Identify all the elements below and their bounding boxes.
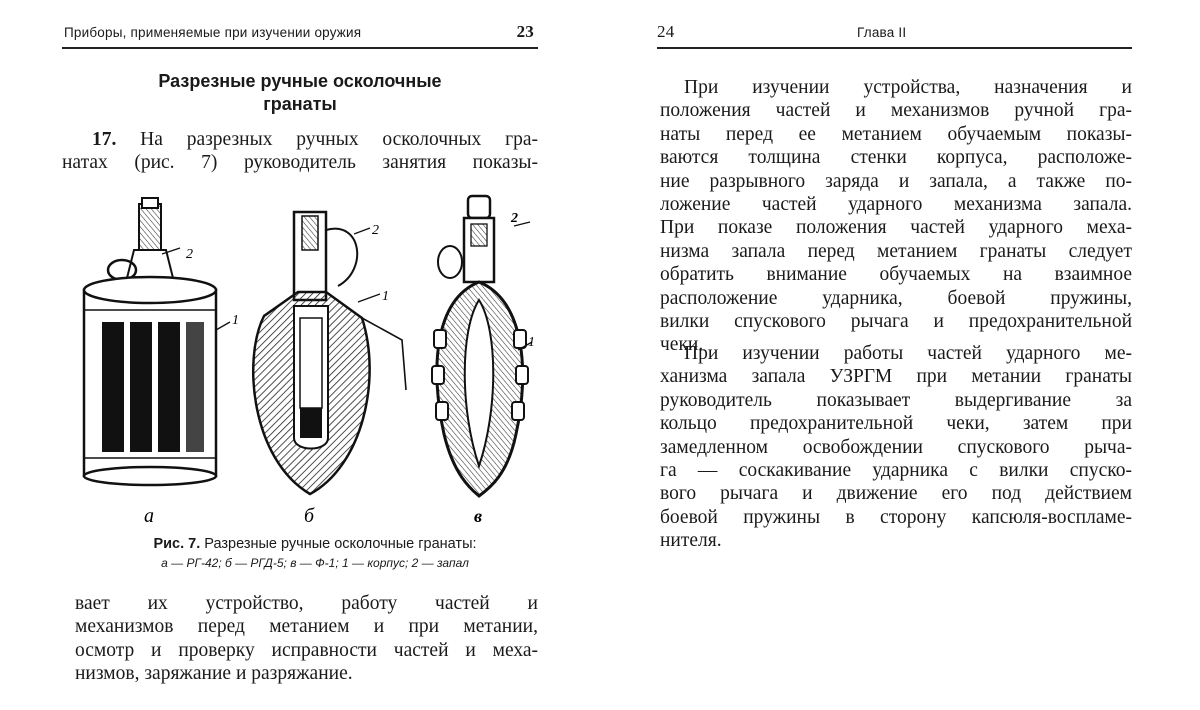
callout-1-a: 1	[232, 313, 239, 328]
left-paragraph-1	[62, 128, 538, 175]
grenades-cutaway-illustration	[62, 190, 538, 530]
panel-label-b: б	[304, 505, 315, 527]
callout-1-c: 1	[528, 335, 535, 350]
figure-caption	[105, 534, 525, 572]
text-line: обратить внимание обучаемых на взаимное	[660, 264, 1132, 286]
text-line: ваются толщина стенки корпуса, расположе-	[660, 147, 1132, 169]
left-paragraph-2	[75, 592, 538, 686]
left-running-head	[64, 22, 536, 44]
panel-label-c: в	[474, 506, 483, 526]
caption-title	[105, 534, 525, 554]
left-header-rule	[62, 47, 538, 49]
caption-label: Рис. 7.	[153, 536, 201, 552]
text-line: механизмов перед метанием и при метании,	[75, 616, 538, 638]
left-running-head-title: Приборы, применяемые при изучении оружия	[64, 25, 362, 40]
callout-2-a: 2	[186, 247, 193, 262]
text-line: низмов, заряжание и разряжание.	[75, 663, 353, 685]
text-line-content: При изучении работы частей ударного ме-	[684, 343, 1132, 364]
paragraph-number: 17.	[92, 129, 117, 150]
text-line: нителя.	[660, 530, 722, 552]
text-line: осмотр и проверку исправности частей и меха-	[75, 639, 538, 661]
right-page-number: 24	[657, 22, 675, 41]
caption-legend: а — РГ-42; б — РГД-5; в — Ф-1; 1 — корпус; 2 — запал	[161, 556, 469, 570]
text-line: га — соскакивание ударника с вилки спуско-	[660, 460, 1132, 482]
text-line: натах (рис. 7) руководитель занятия показы-	[62, 152, 538, 174]
text-line: наты перед ее метанием обучаемым показы-	[660, 123, 1132, 145]
text-line-rest: На разрезных ручных осколочных гра-	[140, 129, 538, 150]
text-line: кольцо предохранительной чеки, затем при	[660, 413, 1132, 435]
text-line: вилки спускового рычага и предохранительной	[660, 311, 1132, 333]
caption-title-text: Разрезные ручные осколочные гранаты:	[204, 536, 477, 552]
right-header-rule	[657, 47, 1132, 49]
text-line: вого рычага и движение его под действием	[660, 483, 1132, 505]
text-line: низма запала перед метанием гранаты следует	[660, 240, 1132, 262]
section-title-line-1: Разрезные ручные осколочные	[158, 71, 442, 91]
grenade-f1	[432, 196, 532, 496]
text-line	[92, 128, 538, 151]
text-line	[660, 342, 1132, 365]
right-paragraph-2	[660, 342, 1132, 553]
text-line	[660, 76, 1132, 99]
text-line: ние разрывного заряда и запала, а также по-	[660, 170, 1132, 192]
callout-2-c: 2	[511, 211, 518, 226]
callout-1-b: 1	[382, 289, 389, 304]
grenade-rgd5	[253, 212, 406, 494]
text-line: боевой пружины в сторону капсюля-воспламе-	[660, 506, 1132, 528]
text-line: замедленном освобождении спускового рыча-	[660, 436, 1132, 458]
section-title	[62, 70, 538, 116]
text-line: ханизма запала УЗРГМ при метании гранаты	[660, 366, 1132, 388]
right-running-head	[657, 22, 1132, 44]
section-title-line-2: гранаты	[263, 94, 337, 114]
text-line: вает их устройство, работу частей и	[75, 593, 538, 614]
text-line: расположение ударника, боевой пружины,	[660, 287, 1132, 309]
callout-2-b: 2	[372, 223, 379, 238]
text-line: При показе положения частей ударного меха-	[660, 217, 1132, 239]
right-running-head-title: Глава II	[857, 25, 907, 40]
panel-label-a: а	[144, 505, 154, 527]
text-line: ложение частей ударного механизма запала.	[660, 194, 1132, 216]
right-page	[600, 0, 1200, 710]
right-paragraph-1	[660, 76, 1132, 357]
left-page-number: 23	[516, 22, 534, 41]
figure-grenades	[62, 190, 538, 530]
text-line: положения частей и механизмов ручной гра-	[660, 100, 1132, 122]
text-line-content: При изучении устройства, назначения и	[684, 77, 1132, 98]
text-line: руководитель показывает выдергивание за	[660, 389, 1132, 411]
text-line: чеки.	[660, 334, 704, 356]
grenade-rg42	[84, 198, 230, 485]
